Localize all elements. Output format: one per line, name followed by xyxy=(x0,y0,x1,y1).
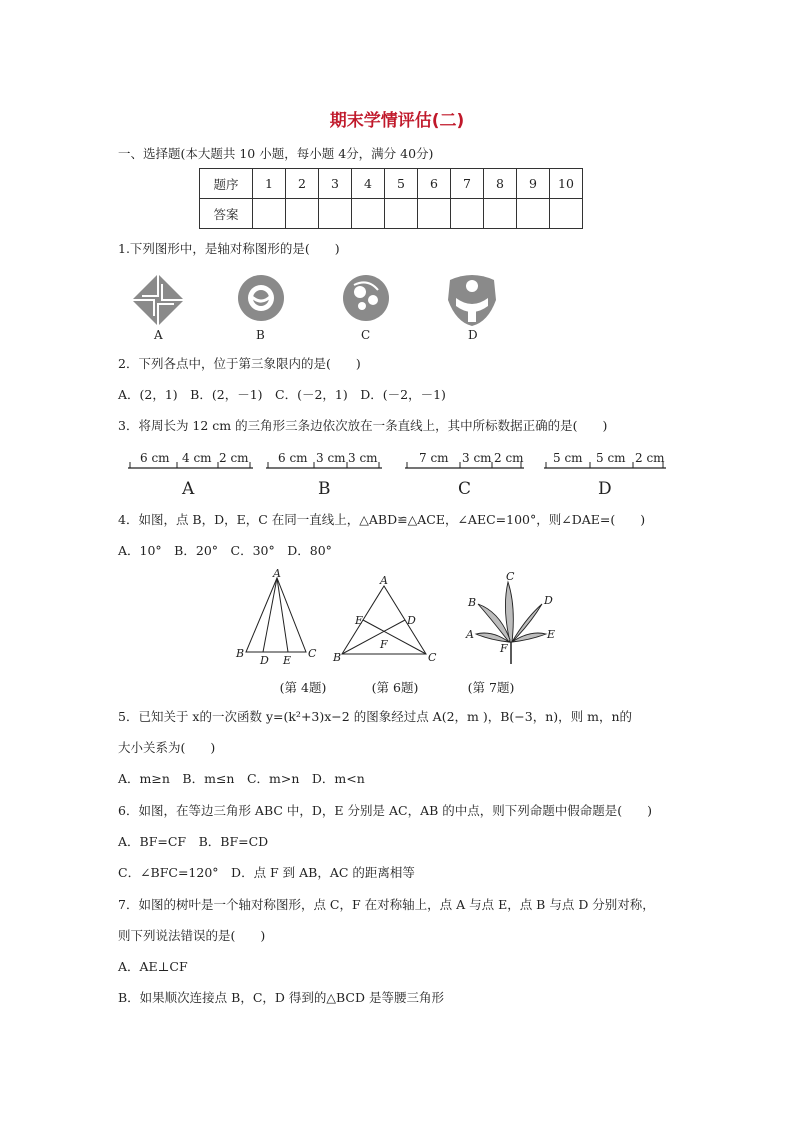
point-label: C xyxy=(506,570,515,583)
table-row xyxy=(200,169,583,199)
point-label: D xyxy=(544,594,553,607)
shape-c-tomoe xyxy=(343,275,389,342)
question-4: 4．如图，点 B，D，E，C 在同一直线上，△ABD≌△ACE，∠AEC=100°，则∠DAE=( ) xyxy=(118,512,646,527)
figure-letter: B xyxy=(318,479,331,499)
question-2-options: A．(2，1) B．(2，－1) C．(－2，1) D．(－2，－1) xyxy=(118,387,446,402)
question-6-options-ab: A．BF=CF B．BF=CD xyxy=(118,834,269,849)
geometry-figures xyxy=(230,568,570,672)
segment-figure-b xyxy=(266,451,382,499)
table-cell-number: 6 xyxy=(418,169,451,199)
answer-cell xyxy=(385,199,418,229)
table-answer-label: 答案 xyxy=(200,199,253,229)
question-7-option-a: A．AE⊥CF xyxy=(118,959,188,974)
segment-label: 2 cm xyxy=(494,451,524,465)
answer-cell xyxy=(418,199,451,229)
option-a-label: A xyxy=(154,328,163,342)
table-cell-number: 1 xyxy=(253,169,286,199)
segment-figure-c xyxy=(405,451,524,499)
shape-b-swirl-ring xyxy=(238,275,284,342)
segment-label: 2 cm xyxy=(635,451,665,465)
question-5-cont: 大小关系为( ) xyxy=(118,740,216,755)
point-label: A xyxy=(380,574,388,587)
point-label: C xyxy=(308,647,317,660)
segment-label: 5 cm xyxy=(596,451,626,465)
segment-label: 2 cm xyxy=(219,451,249,465)
table-cell-number: 4 xyxy=(352,169,385,199)
table-cell-number: 2 xyxy=(286,169,319,199)
question-3: 3．将周长为 12 cm 的三角形三条边依次放在一条直线上，其中所标数据正确的是( ) xyxy=(118,418,608,433)
answer-cell xyxy=(451,199,484,229)
question-7-option-b: B．如果顺次连接点 B，C，D 得到的△BCD 是等腰三角形 xyxy=(118,990,444,1005)
table-row xyxy=(200,199,583,229)
question-7-cont: 则下列说法错误的是( ) xyxy=(118,928,266,943)
point-label: F xyxy=(380,638,388,651)
table-cell-number: 7 xyxy=(451,169,484,199)
question-2: 2．下列各点中，位于第三象限内的是( ) xyxy=(118,356,361,371)
q3-figures xyxy=(120,448,680,500)
point-label: A xyxy=(273,568,281,580)
point-label: B xyxy=(236,647,245,660)
segment-label: 5 cm xyxy=(553,451,583,465)
option-c-label: C xyxy=(361,328,371,342)
point-label: B xyxy=(333,651,342,664)
question-5: 5．已知关于 x的一次函数 y=(k²+3)x−2 的图象经过点 A(2，m )，B(−3，n)，则 m，n的 xyxy=(118,709,633,724)
segment-label: 3 cm xyxy=(348,451,378,465)
answer-cell xyxy=(352,199,385,229)
figure-letter: D xyxy=(598,479,612,499)
table-cell-number: 3 xyxy=(319,169,352,199)
figure-letter: C xyxy=(458,479,472,499)
figure-4-triangle xyxy=(235,568,317,667)
question-4-options: A．10° B．20° C．30° D．80° xyxy=(118,543,332,558)
answer-cell xyxy=(253,199,286,229)
point-label: E xyxy=(355,614,364,627)
point-label: D xyxy=(407,614,416,627)
figure-6-caption: (第 6题) xyxy=(371,680,419,695)
section-heading: 一、选择题(本大题共 10 小题，每小题 4分，满分 40分) xyxy=(118,146,434,161)
point-label: D xyxy=(260,654,269,667)
shape-d-emblem xyxy=(448,275,496,342)
point-label: A xyxy=(466,628,474,641)
segment-label: 6 cm xyxy=(278,451,308,465)
figure-letter: A xyxy=(182,479,195,499)
question-6-options-cd: C．∠BFC=120° D．点 F 到 AB，AC 的距离相等 xyxy=(118,865,415,880)
point-label: E xyxy=(547,628,556,641)
figure-6-equilateral-triangle xyxy=(332,574,437,664)
question-5-options: A．m≥n B．m≤n C．m>n D．m<n xyxy=(118,771,365,786)
shape-a-pinwheel xyxy=(132,274,184,342)
point-label: C xyxy=(428,651,437,664)
table-cell-number: 10 xyxy=(550,169,583,199)
figure-7-leaf xyxy=(465,570,555,664)
question-1: 1.下列图形中，是轴对称图形的是( ) xyxy=(118,241,340,256)
option-d-label: D xyxy=(468,328,478,342)
segment-figure-d xyxy=(544,451,666,499)
point-label: E xyxy=(283,654,292,667)
answer-cell xyxy=(517,199,550,229)
segment-label: 6 cm xyxy=(140,451,170,465)
figure-7-caption: (第 7题) xyxy=(467,680,515,695)
point-label: F xyxy=(500,642,508,655)
table-cell-number: 5 xyxy=(385,169,418,199)
segment-label: 3 cm xyxy=(462,451,492,465)
segment-label: 4 cm xyxy=(182,451,212,465)
table-cell-number: 8 xyxy=(484,169,517,199)
question-7: 7．如图的树叶是一个轴对称图形，点 C，F 在对称轴上，点 A 与点 E，点 B 与点 D 分别对称， xyxy=(118,897,655,912)
segment-label: 3 cm xyxy=(316,451,346,465)
answer-cell xyxy=(286,199,319,229)
segment-figure-a xyxy=(128,451,253,499)
question-6: 6．如图，在等边三角形 ABC 中，D，E 分别是 AC，AB 的中点，则下列命题中假命题是( ) xyxy=(118,803,653,818)
table-header-label: 题序 xyxy=(200,169,253,199)
answer-table xyxy=(199,168,583,229)
q1-figures xyxy=(128,270,518,342)
option-b-label: B xyxy=(256,328,265,342)
answer-cell xyxy=(319,199,352,229)
segment-label: 7 cm xyxy=(419,451,449,465)
page-title: 期末学情评估(二) xyxy=(329,111,465,131)
figure-4-caption: (第 4题) xyxy=(279,680,327,695)
answer-cell xyxy=(550,199,583,229)
point-label: B xyxy=(468,596,477,609)
table-cell-number: 9 xyxy=(517,169,550,199)
answer-cell xyxy=(484,199,517,229)
